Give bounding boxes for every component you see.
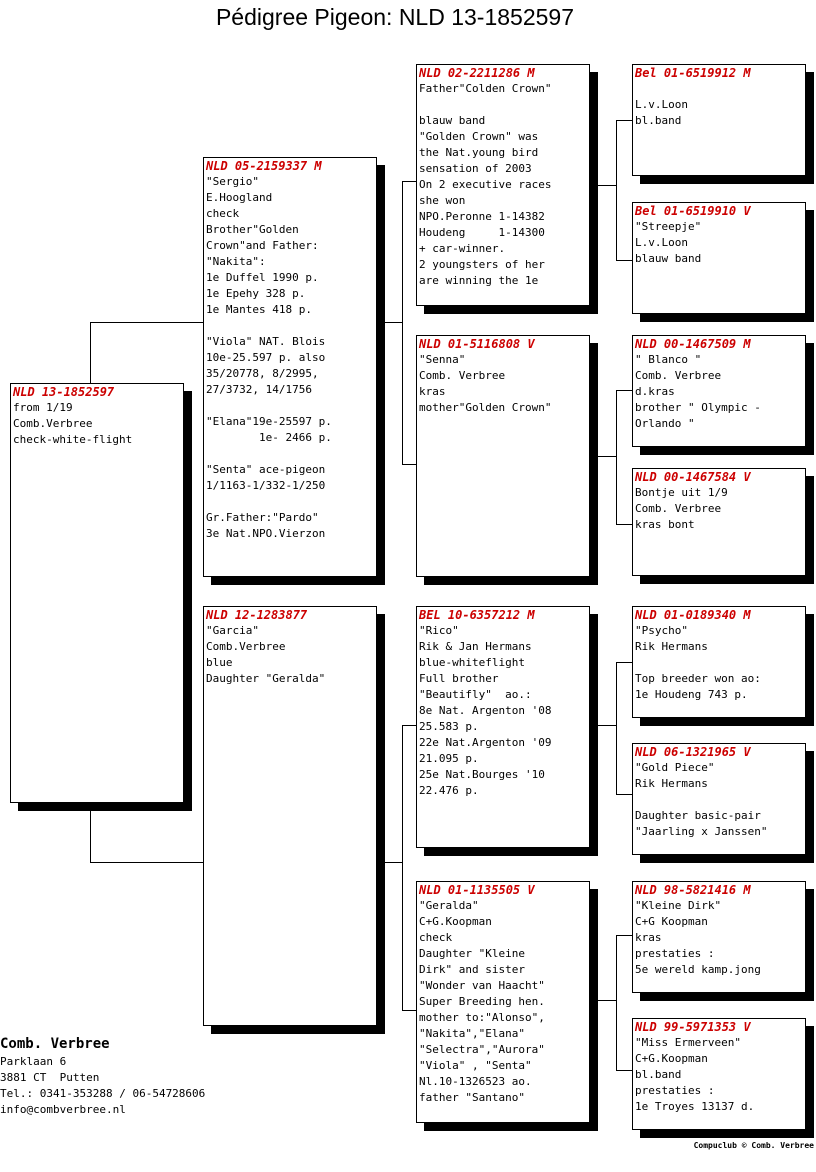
connector <box>402 181 417 182</box>
breeder-email: info@combverbree.nl <box>0 1103 126 1116</box>
footer-credit: Compuclub © Comb. Verbree <box>693 1141 814 1150</box>
connector <box>597 185 616 186</box>
pigeon-card-sd-sire <box>632 335 806 447</box>
pigeon-info: "Sergio" E.Hoogland check Brother"Golden Crown"and Father: "Nakita": 1e Duffel 1990 p. 1e Epehy 328 p. 1e Mantes 418 p. "Viola" NAT. Blois 10e-25.597 p. also 35/20778, 8/2995, 27/3732, 14/1756 "Elana"19e-25597 p. 1e- 2466 p. "Senta" ace-pigeon 1/1163-1/332-1/250 Gr.Father:"Pardo" 3e Nat.NPO.Vierzon <box>206 175 332 540</box>
pigeon-card-dd-dam <box>632 1018 806 1130</box>
connector <box>616 1070 633 1071</box>
pigeon-card-ss-dam <box>632 202 806 314</box>
connector <box>616 794 633 795</box>
breeder-name: Comb. Verbree <box>0 1036 110 1052</box>
pigeon-info: "Geralda" C+G.Koopman check Daughter "Kleine Dirk" and sister "Wonder van Haacht" Super Breeding hen. mother to:"Alonso", "Nakita","Elana" "Selectra","Aurora" "Viola" , "Senta" Nl.10-1326523 ao. father "Santano" <box>419 899 545 1104</box>
ring-number: NLD 12-1283877 <box>206 608 308 622</box>
connector <box>597 456 616 457</box>
pigeon-card-subject <box>10 383 184 803</box>
connector <box>384 862 402 863</box>
connector <box>616 120 617 260</box>
pigeon-info: "Psycho" Rik Hermans Top breeder won ao: 1e Houdeng 743 p. <box>635 624 761 701</box>
pigeon-info: Father"Colden Crown" blauw band "Golden Crown" was the Nat.young bird sensation of 2003 On 2 executive races she won NPO.Peronne 1-14382 Houdeng 1-14300 + car-winner. 2 youngsters of her are winning the 1e <box>419 82 552 287</box>
breeder-contact <box>0 1034 205 1118</box>
connector <box>402 1010 417 1011</box>
ring-number: NLD 13-1852597 <box>13 385 115 399</box>
ring-number: NLD 01-1135505 V <box>419 883 535 897</box>
pigeon-info: from 1/19 Comb.Verbree check-white-flight <box>13 401 133 446</box>
connector <box>616 524 633 525</box>
pigeon-info: "Miss Ermerveen" C+G.Koopman bl.band prestaties : 1e Troyes 13137 d. <box>635 1036 755 1113</box>
connector <box>384 322 402 323</box>
pigeon-card-dam <box>203 606 377 1026</box>
pigeon-info: "Garcia" Comb.Verbree blue Daughter "Geralda" <box>206 624 326 685</box>
connector <box>402 725 403 1010</box>
ring-number: NLD 01-0189340 M <box>635 608 751 622</box>
pigeon-card-sire-sire <box>416 64 590 306</box>
breeder-city: 3881 CT Putten <box>0 1071 100 1084</box>
pigeon-card-dam-sire <box>416 606 590 848</box>
ring-number: Bel 01-6519910 V <box>635 204 751 218</box>
pigeon-card-ds-sire <box>632 606 806 718</box>
connector <box>616 390 617 524</box>
ring-number: NLD 01-5116808 V <box>419 337 535 351</box>
pigeon-card-dd-sire <box>632 881 806 993</box>
connector <box>90 862 204 863</box>
page-title: Pédigree Pigeon: NLD 13-1852597 <box>215 4 575 30</box>
pigeon-info: L.v.Loon bl.band <box>635 98 688 127</box>
connector <box>597 1000 616 1001</box>
breeder-phone: Tel.: 0341-353288 / 06-54728606 <box>0 1087 206 1100</box>
ring-number: NLD 06-1321965 V <box>635 745 751 759</box>
connector <box>402 725 417 726</box>
connector <box>616 935 633 936</box>
pigeon-info: "Gold Piece" Rik Hermans Daughter basic-pair "Jaarling x Janssen" <box>635 761 768 838</box>
connector <box>616 935 617 1070</box>
pigeon-info: "Streepje" L.v.Loon blauw band <box>635 220 702 265</box>
ring-number: NLD 99-5971353 V <box>635 1020 751 1034</box>
pigeon-info: " Blanco " Comb. Verbree d.kras brother " Olympic - Orlando " <box>635 353 761 430</box>
connector <box>90 322 204 323</box>
breeder-address: Parklaan 6 <box>0 1055 67 1068</box>
connector <box>616 390 633 391</box>
pigeon-card-ss-sire <box>632 64 806 176</box>
ring-number: NLD 02-2211286 M <box>419 66 535 80</box>
pigeon-card-dam-dam <box>416 881 590 1123</box>
pigeon-info: "Rico" Rik & Jan Hermans blue-whiteflight Full brother "Beautifly" ao.: 8e Nat. Argenton '08 25.583 p. 22e Nat.Argenton '09 21.095 p. 25e Nat.Bourges '10 22.476 p. <box>419 624 552 797</box>
pigeon-card-sd-dam <box>632 468 806 576</box>
pigeon-card-ds-dam <box>632 743 806 855</box>
connector <box>597 725 616 726</box>
connector <box>616 662 633 663</box>
ring-number: NLD 00-1467584 V <box>635 470 751 484</box>
pigeon-info: Bontje uit 1/9 Comb. Verbree kras bont <box>635 486 728 531</box>
connector <box>402 464 417 465</box>
ring-number: NLD 05-2159337 M <box>206 159 322 173</box>
connector <box>90 810 91 862</box>
pigeon-info: "Senna" Comb. Verbree kras mother"Golden Crown" <box>419 353 552 414</box>
connector <box>616 662 617 794</box>
pigeon-card-sire-dam <box>416 335 590 577</box>
connector <box>616 260 633 261</box>
ring-number: NLD 00-1467509 M <box>635 337 751 351</box>
connector <box>616 120 633 121</box>
ring-number: Bel 01-6519912 M <box>635 66 751 80</box>
connector <box>402 181 403 464</box>
pigeon-card-sire <box>203 157 377 577</box>
pigeon-info: "Kleine Dirk" C+G Koopman kras prestaties : 5e wereld kamp.jong <box>635 899 761 976</box>
ring-number: BEL 10-6357212 M <box>419 608 535 622</box>
connector <box>90 322 91 383</box>
ring-number: NLD 98-5821416 M <box>635 883 751 897</box>
